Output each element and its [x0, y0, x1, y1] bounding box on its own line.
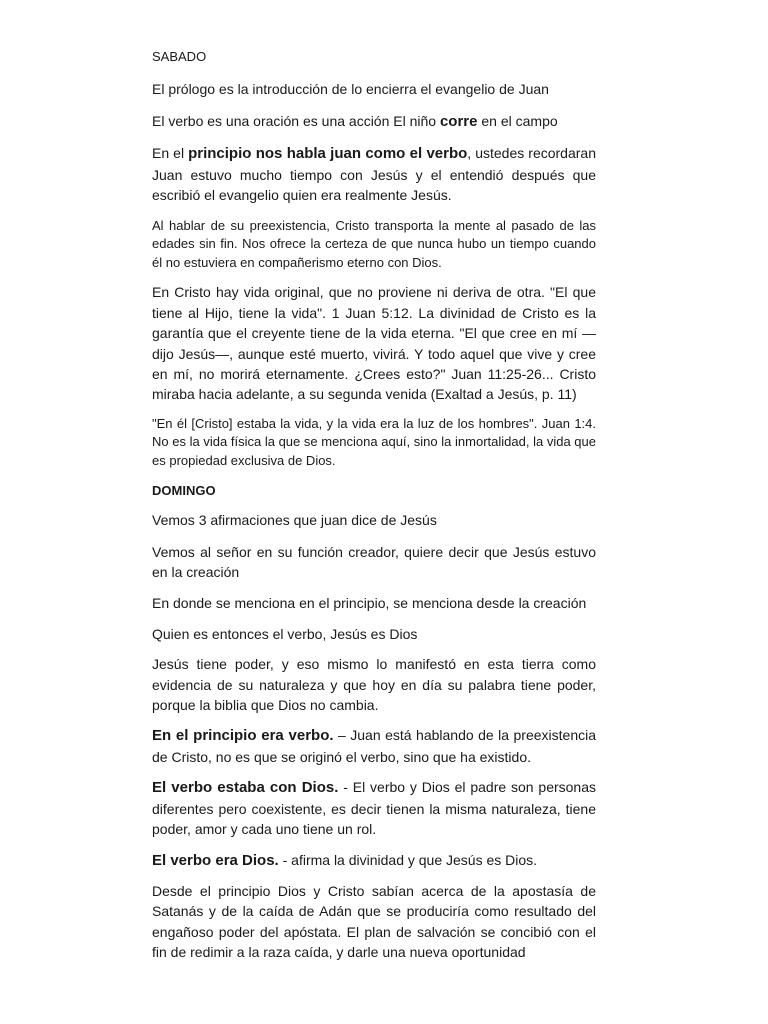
heading-sabado: SABADO	[152, 49, 207, 64]
paragraph-en-el-estaba-la-vida: "En él [Cristo] estaba la vida, y la vida era la luz de los hombres". Juan 1:4. No es la vida física la que se menciona aquí, sino la inmortalidad, la vida que es propiedad exclusiva de Dios.	[152, 415, 596, 469]
paragraph-tres-afirmaciones: Vemos 3 afirmaciones que juan dice de Jesús	[152, 512, 437, 529]
paragraph-preexistencia: Al hablar de su preexistencia, Cristo transporta la mente al pasado de las edades sin fin. Nos ofrece la certeza de que nunca hubo un tiempo cuando él no estuviera en compañerismo eterno con Dios.	[152, 217, 596, 270]
paragraph-jesus-tiene-poder: Jesús tiene poder, y eso mismo lo manifestó en esta tierra como evidencia de su naturaleza y que hoy en día su palabra tiene poder, porque la biblia que Dios no cambia.	[152, 656, 596, 714]
paragraph-verbo-con-dios	[152, 777, 596, 839]
emphasis-corre: corre	[439, 113, 478, 130]
text-run: , ustedes recordaran Juan estuvo mucho tiempo con Jesús y el entendió después que escribió el evangelio quien era realmente Jesús.	[152, 145, 596, 204]
paragraph-verbo-era-dios	[152, 850, 596, 871]
text-run: en el campo	[477, 113, 558, 129]
paragraph-quien-es-el-verbo: Quien es entonces el verbo, Jesús es Dios	[152, 625, 418, 642]
heading-domingo: DOMINGO	[152, 482, 216, 498]
emphasis-verbo-con-dios: El verbo estaba con Dios.	[152, 779, 339, 797]
emphasis-principio: principio nos habla juan como el verbo	[188, 145, 468, 163]
paragraph-funcion-creador: Vemos al señor en su función creador, quiere decir que Jesús estuvo en la creación	[152, 543, 596, 581]
paragraph-verbo-accion	[152, 111, 596, 132]
text-run: - El verbo y Dios el padre son personas diferentes pero coexistente, es decir tienen la misma naturaleza, tiene poder, amor y cada uno tiene un rol.	[152, 779, 597, 838]
text-run: - afirma la divinidad y que Jesús es Dios.	[278, 851, 538, 868]
text-run: El verbo es una oración es una acción El niño	[152, 113, 440, 129]
emphasis-verbo-era-dios: El verbo era Dios.	[152, 851, 279, 869]
emphasis-principio-era-verbo: En el principio era verbo.	[152, 727, 334, 745]
paragraph-desde-la-creacion: En donde se menciona en el principio, se menciona desde la creación	[152, 595, 587, 612]
paragraph-prologo: El prólogo es la introducción de lo encierra el evangelio de Juan	[152, 80, 549, 97]
paragraph-plan-de-salvacion: Desde el principio Dios y Cristo sabían acerca de la apostasía de Satanás y de la caída de Adán que se produciría como resultado del engañoso poder del apóstata. El plan de salvación se concibió con el fin de redimir a la raza caída, y darle una nueva oportunidad	[152, 882, 596, 961]
text-run: En el	[152, 145, 189, 162]
paragraph-principio-era-verbo	[152, 725, 596, 767]
paragraph-principio-juan	[152, 143, 596, 205]
text-run: – Juan está hablando de la preexistencia de Cristo, no es que se originó el verbo, sino que ha existido.	[152, 727, 597, 765]
paragraph-vida-original: En Cristo hay vida original, que no proviene ni deriva de otra. "El que tiene al Hijo, tiene la vida". 1 Juan 5:12. La divinidad de Cristo es la garantía que el creyente tiene de la vida eterna. "El que cree en mí —dijo Jesús—, aunque esté muerto, vivirá. Y todo aquel que vive y cree en mí, no morirá eternamente. ¿Crees esto?" Juan 11:25-26... Cristo miraba hacia adelante, a su segunda venida (Exaltad a Jesús, p. 11)	[152, 284, 596, 403]
